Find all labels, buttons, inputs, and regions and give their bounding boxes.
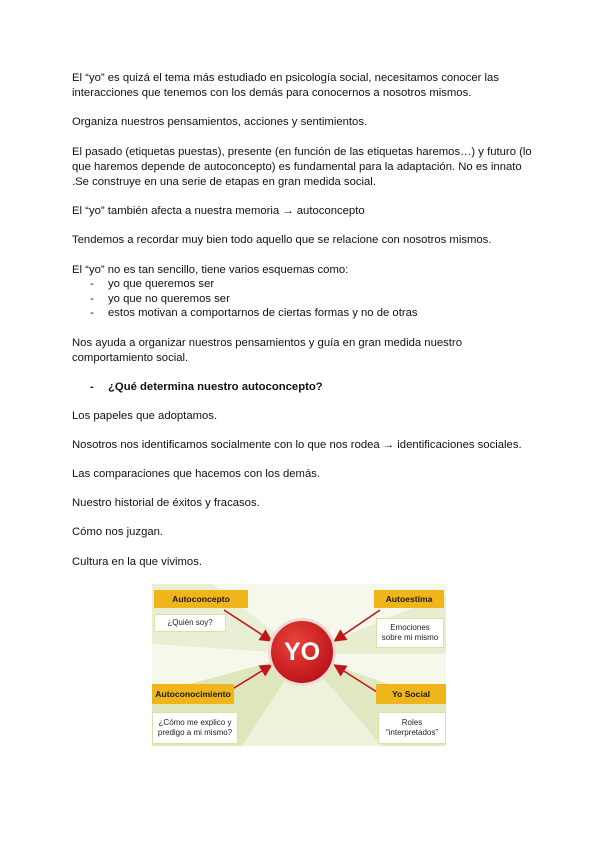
list-bullet: - <box>90 278 94 290</box>
list-item-motivan: estos motivan a comportarnos de ciertas formas y no de otras <box>108 307 418 319</box>
heading-bullet: - <box>90 381 94 393</box>
paragraph-memoria: El “yo” también afecta a nuestra memoria → autoconcepto <box>72 205 365 217</box>
box-quien-soy: ¿Quién soy? <box>154 614 226 632</box>
box-roles-line1: Roles <box>401 718 423 727</box>
paragraph-yo-intro-line2: interacciones que tenemos con los demás para conocernos a nosotros mismos. <box>72 87 472 99</box>
paragraph-organiza: Organiza nuestros pensamientos, acciones y sentimientos. <box>72 116 368 128</box>
paragraph-recordar: Tendemos a recordar muy bien todo aquello que se relacione con nosotros mismos. <box>72 234 492 246</box>
paragraph-juzgan: Cómo nos juzgan. <box>72 526 164 538</box>
box-como-me-explico-line1: ¿Cómo me explico y <box>158 718 232 727</box>
paragraph-cultura: Cultura en la que vivimos. <box>72 556 202 568</box>
box-emociones <box>376 618 444 648</box>
paragraph-organizar-line1: Nos ayuda a organizar nuestros pensamientos y guía en gran medida nuestro <box>72 337 462 349</box>
paragraph-identificamos: Nosotros nos identificamos socialmente con lo que nos rodea → identificaciones sociales. <box>72 439 522 451</box>
box-emociones-line2: sobre mi mismo <box>381 633 439 642</box>
paragraph-pasado-line2: que haremos depende de autoconcepto) es fundamental para la adaptación. No es innato <box>72 161 522 173</box>
box-como-me-explico <box>152 712 238 744</box>
label-autoconocimiento: Autoconocimiento <box>152 684 234 704</box>
paragraph-pasado-line3: .Se construye en una serie de etapas en gran medida social. <box>72 176 376 188</box>
label-autoconcepto: Autoconcepto <box>154 590 248 608</box>
paragraph-yo-intro-line1: El “yo” es quizá el tema más estudiado en psicología social, necesitamos conocer las <box>72 72 499 84</box>
box-roles <box>378 712 446 744</box>
paragraph-organizar-line2: comportamiento social. <box>72 352 189 364</box>
list-bullet: - <box>90 307 94 319</box>
list-item-no-queremos: yo que no queremos ser <box>108 293 230 305</box>
paragraph-esquemas: El “yo” no es tan sencillo, tiene varios esquemas como: <box>72 264 349 276</box>
section-heading: ¿Qué determina nuestro autoconcepto? <box>108 381 323 393</box>
yo-center: YO <box>268 618 336 686</box>
label-autoestima: Autoestima <box>374 590 444 608</box>
label-yo-social: Yo Social <box>376 684 446 704</box>
paragraph-historial: Nuestro historial de éxitos y fracasos. <box>72 497 260 509</box>
paragraph-pasado-line1: El pasado (etiquetas puestas), presente (en función de las etiquetas haremos…) y futuro (lo <box>72 146 532 158</box>
yo-diagram <box>152 584 446 746</box>
box-emociones-line1: Emociones <box>390 623 430 632</box>
list-bullet: - <box>90 293 94 305</box>
box-como-me-explico-line2: predigo a mi mismo? <box>157 728 233 737</box>
list-item-queremos: yo que queremos ser <box>108 278 215 290</box>
box-roles-line2: “interpretados” <box>385 728 439 737</box>
paragraph-papeles: Los papeles que adoptamos. <box>72 410 218 422</box>
paragraph-comparaciones: Las comparaciones que hacemos con los demás. <box>72 468 321 480</box>
